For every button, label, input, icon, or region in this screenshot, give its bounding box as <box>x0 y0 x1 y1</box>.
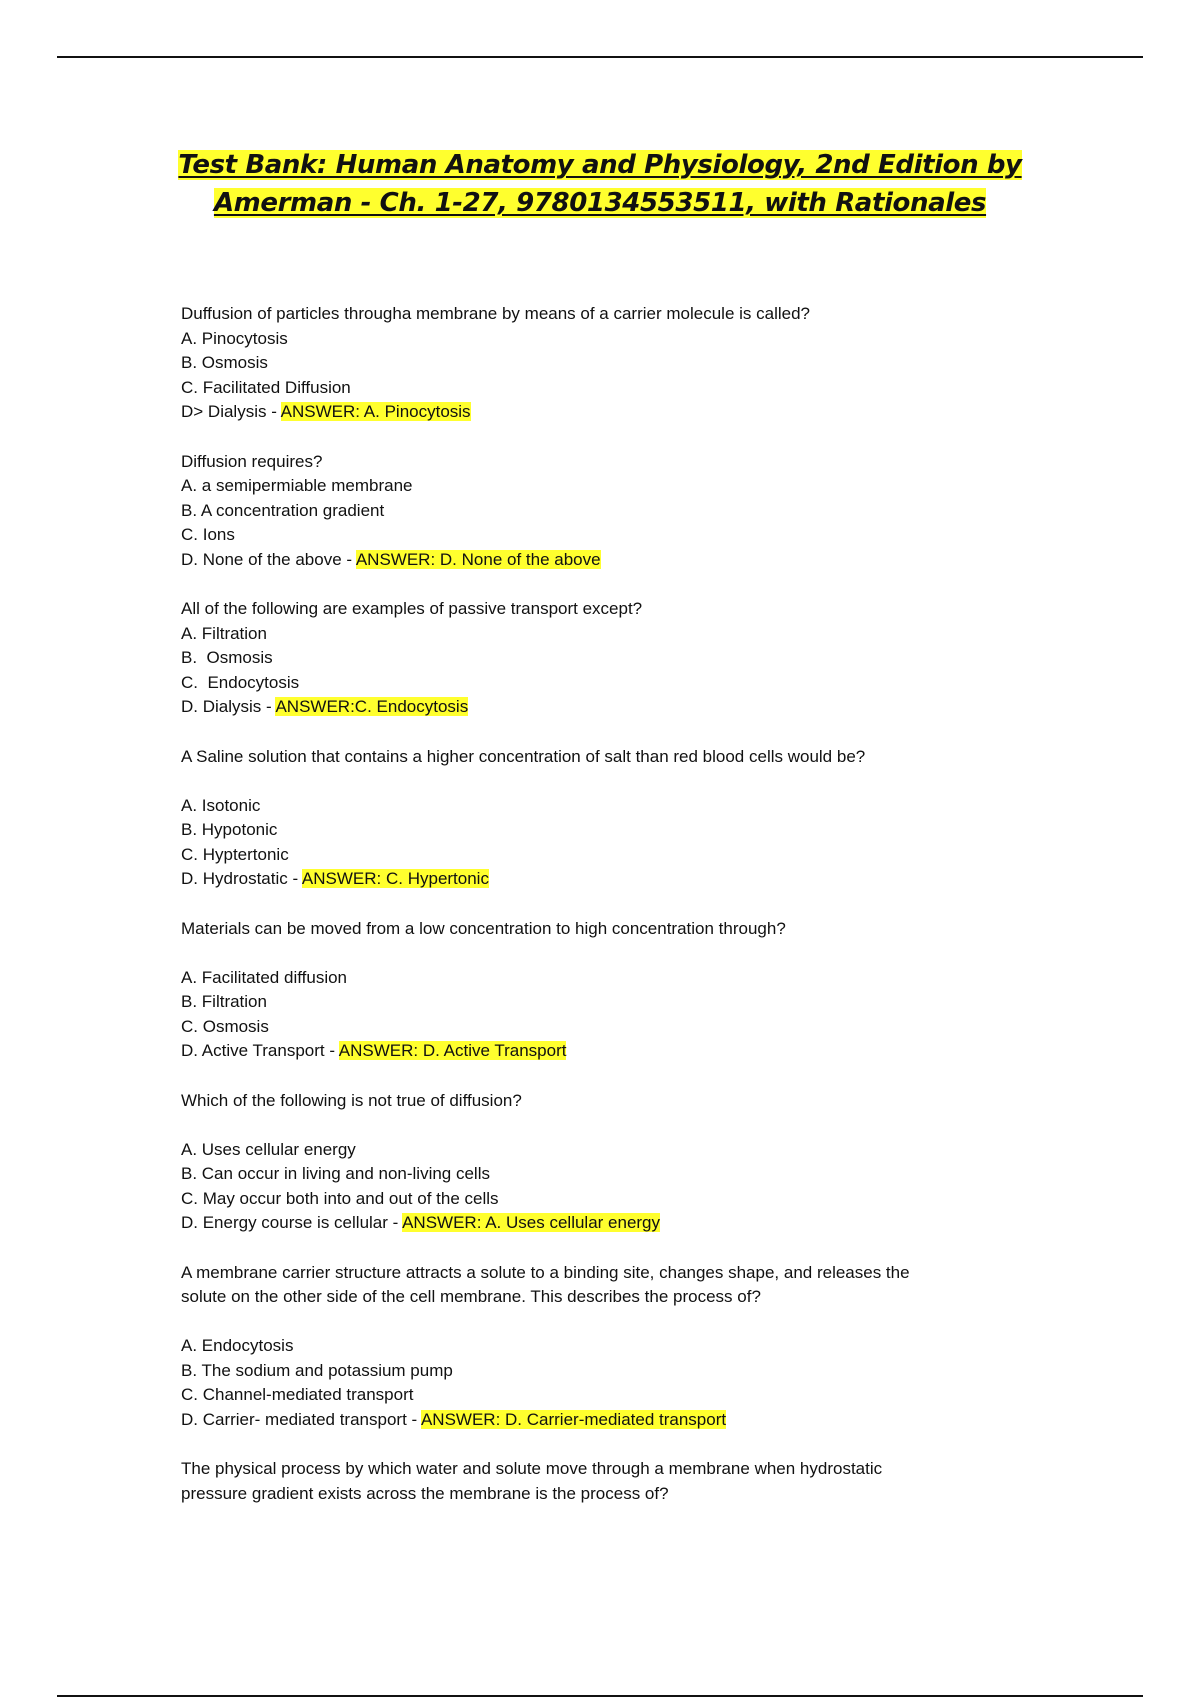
answer-option: B. Hypotonic <box>181 820 278 839</box>
answer-option: A. Uses cellular energy <box>181 1139 356 1159</box>
question-stem: All of the following are examples of passive transport except? <box>181 599 643 618</box>
option-text: D. Active Transport - <box>181 1041 339 1060</box>
answer-option-last <box>181 695 1001 720</box>
question-stem: A Saline solution that contains a higher concentration of salt than red blood cells would be? <box>181 746 866 766</box>
answer-option: B. Osmosis <box>181 648 273 667</box>
title-line-2: Amerman - Ch. 1-27, 9780134553511, with Rationales <box>213 188 987 218</box>
question-block <box>181 745 1001 892</box>
answer-option: C. Endocytosis <box>181 672 300 692</box>
question-stem-line-1: A membrane carrier structure attracts a solute to a binding site, changes shape, and releases the <box>181 1262 910 1282</box>
header-rule <box>57 56 1143 58</box>
blank-line <box>181 769 1001 794</box>
answer-highlight: ANSWER:C. Endocytosis <box>275 697 469 716</box>
option-text: D. Hydrostatic - <box>181 869 302 888</box>
answer-highlight: ANSWER: D. Carrier-mediated transport <box>420 1409 727 1429</box>
answer-option: B. Can occur in living and non-living cells <box>181 1164 490 1183</box>
question-block <box>181 302 1001 425</box>
question-block <box>181 917 1001 1064</box>
question-list <box>181 302 1001 1531</box>
answer-option: A. Isotonic <box>181 795 261 815</box>
answer-option: B. A concentration gradient <box>181 500 385 520</box>
answer-option-last <box>181 1211 1001 1236</box>
title-line-1: Test Bank: Human Anatomy and Physiology, 2nd Edition by <box>178 150 1022 180</box>
answer-highlight: ANSWER: A. Pinocytosis <box>280 402 471 421</box>
answer-option: A. Pinocytosis <box>181 328 288 348</box>
answer-highlight: ANSWER: C. Hypertonic <box>301 869 489 888</box>
option-text: D. Dialysis - <box>181 697 276 716</box>
option-text: D. None of the above - <box>181 549 356 569</box>
answer-option: C. May occur both into and out of the cells <box>181 1188 499 1208</box>
answer-option-last <box>181 1408 1001 1433</box>
answer-highlight: ANSWER: D. Active Transport <box>338 1041 567 1060</box>
option-text: D> Dialysis - <box>181 402 281 421</box>
answer-option: A. a semipermiable membrane <box>181 476 413 495</box>
blank-line <box>181 941 1001 966</box>
answer-highlight: ANSWER: A. Uses cellular energy <box>402 1213 661 1232</box>
answer-option: C. Ions <box>181 525 235 544</box>
answer-option-last <box>181 548 1001 573</box>
answer-option: B. The sodium and potassium pump <box>181 1360 453 1380</box>
question-block <box>181 1261 1001 1433</box>
question-block <box>181 1089 1001 1236</box>
option-text: D. Energy course is cellular - <box>181 1213 403 1232</box>
question-stem: Materials can be moved from a low concentration to high concentration through? <box>181 918 786 938</box>
question-stem-line-1: The physical process by which water and solute move through a membrane when hydrostatic <box>181 1459 883 1478</box>
answer-option: C. Osmosis <box>181 1016 269 1036</box>
answer-option-last <box>181 400 1001 425</box>
document-title <box>120 146 1080 222</box>
question-stem: Duffusion of particles througha membrane by means of a carrier molecule is called? <box>181 304 810 323</box>
answer-option: A. Facilitated diffusion <box>181 967 347 987</box>
answer-option: B. Filtration <box>181 992 267 1011</box>
footer-rule <box>57 1695 1143 1697</box>
question-stem-line-2: pressure gradient exists across the membrane is the process of? <box>181 1483 669 1503</box>
answer-option: C. Channel-mediated transport <box>181 1385 414 1404</box>
answer-option-last <box>181 867 1001 892</box>
question-block <box>181 450 1001 573</box>
answer-option: A. Endocytosis <box>181 1336 294 1355</box>
answer-option: C. Hyptertonic <box>181 844 289 864</box>
answer-option-last <box>181 1039 1001 1064</box>
question-block <box>181 597 1001 720</box>
blank-line <box>181 1310 1001 1335</box>
question-block <box>181 1457 1001 1506</box>
answer-option: C. Facilitated Diffusion <box>181 377 351 397</box>
option-text: D. Carrier- mediated transport - <box>181 1409 421 1429</box>
answer-option: B. Osmosis <box>181 353 268 372</box>
question-stem: Diffusion requires? <box>181 451 323 471</box>
question-stem-line-2: solute on the other side of the cell membrane. This describes the process of? <box>181 1287 761 1306</box>
answer-highlight: ANSWER: D. None of the above <box>355 549 601 569</box>
question-stem: Which of the following is not true of diffusion? <box>181 1090 522 1110</box>
blank-line <box>181 1113 1001 1138</box>
answer-option: A. Filtration <box>181 623 267 643</box>
